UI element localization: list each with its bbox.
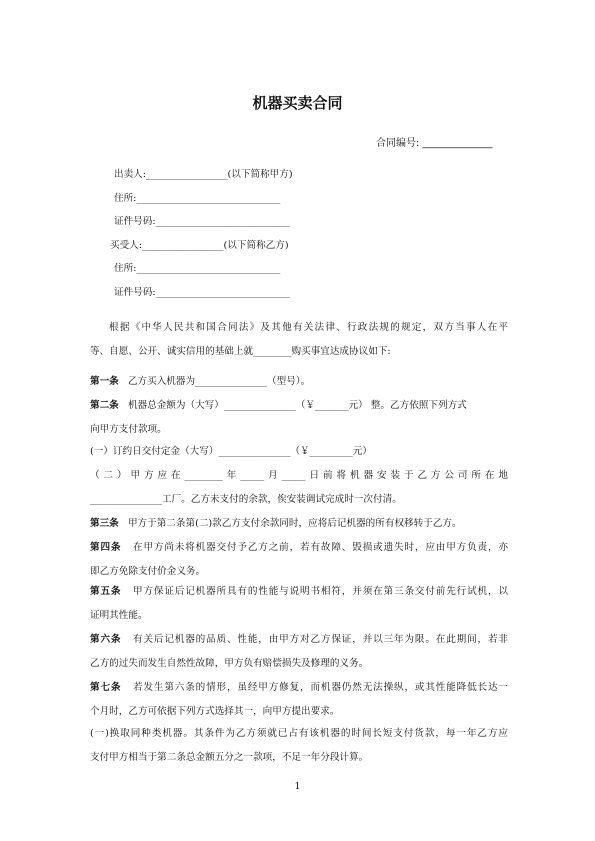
article-5 (90, 580, 508, 628)
article-text: 机器总金额为（大写）_______________（￥_______元） 整。乙方依照下列方式 (127, 400, 467, 411)
article-label: 第七条 (90, 682, 122, 693)
article-6 (90, 628, 508, 676)
clause-text: （二）甲方应在________年_____月_____日前将机器安装于乙方公司所在地 (90, 470, 508, 481)
article-text: 乙方的过失而发生自然性故障，甲方负有赔偿损失及修理的义务。 (90, 658, 369, 669)
contract-number: 合同编号: ______________ (376, 138, 493, 149)
seller-line: 出卖人:_________________(以下简称甲方) (114, 169, 293, 180)
buyer-id-line: 证件号码:____________________________ (114, 287, 290, 298)
article-text: 向甲方支付款项。 (90, 424, 167, 435)
article-text: 若发生第六条的情形，虽经甲方修复，而机器仍然无法操纵，或其性能降低长达一 (133, 682, 509, 693)
article-label: 第三条 (90, 518, 119, 529)
seller-id-line: 证件号码:____________________________ (114, 216, 290, 227)
buyer-line: 买受人:_________________(以下简称乙方) (110, 240, 289, 251)
exchange-clause (90, 722, 508, 770)
clause-text: (一)换取同种类机器。其条件为乙方须就已占有该机器的时间长短支付货款，每一年乙方应 (90, 728, 508, 739)
clause-text: _______________工厂。乙方未支付的余款，俟安装调试完成时一次付清。 (90, 494, 402, 505)
article-text: 有关后记机器的品质、性能，由甲方对乙方保证，并以三年为限。在此期间，若非 (133, 634, 509, 645)
article-1 (90, 370, 508, 394)
clause-text: (一）订约日交付定金（大写）_______________（￥_________元） (90, 446, 372, 457)
install-clause (90, 464, 508, 512)
article-text: 甲方于第二条第(二)款乙方支付余款同时，应将后记机器的所有权移转于乙方。 (127, 518, 462, 529)
buyer-address-line: 住所:______________________________ (114, 263, 281, 274)
article-text: 即乙方免除支付价金义务。 (90, 566, 206, 577)
article-label: 第一条 (90, 376, 119, 387)
article-label: 第六条 (90, 634, 122, 645)
intro-line: 根据《中华人民共和国合同法》及其他有关法律、行政法规的规定，双方当事人在平 (109, 322, 508, 333)
intro-line: 等、自愿、公开、诚实信用的基础上就________购买事宜达成协议如下: (90, 346, 391, 357)
document-title: 机器买卖合同 (252, 94, 343, 112)
article-label: 第四条 (90, 542, 122, 553)
clause-text: 支付甲方相当于第二条总金额五分之一款项，不足一年分段计算。 (90, 752, 369, 763)
article-text: 甲方保证后记机器所具有的性能与说明书相符，并须在第三条交付前先行试机，以 (133, 586, 509, 597)
article-2 (90, 394, 508, 442)
article-text: 证明其性能。 (90, 610, 148, 621)
article-label: 第二条 (90, 400, 119, 411)
intro-paragraph (90, 316, 508, 364)
article-text: 在甲方尚未将机器交付予乙方之前，若有故障、毁损或遗失时，应由甲方负责，亦 (133, 542, 509, 553)
article-text: 个月时，乙方可依据下列方式选择其一，向甲方提出要求。 (90, 706, 340, 717)
article-7 (90, 676, 508, 724)
article-text: 乙方买入机器为_______________（型号）。 (127, 376, 311, 387)
article-4 (90, 536, 508, 584)
page-number: 1 (294, 782, 301, 792)
seller-address-line: 住所:______________________________ (114, 193, 281, 204)
article-label: 第五条 (90, 586, 122, 597)
deposit-clause (90, 440, 508, 464)
article-3 (90, 512, 508, 536)
